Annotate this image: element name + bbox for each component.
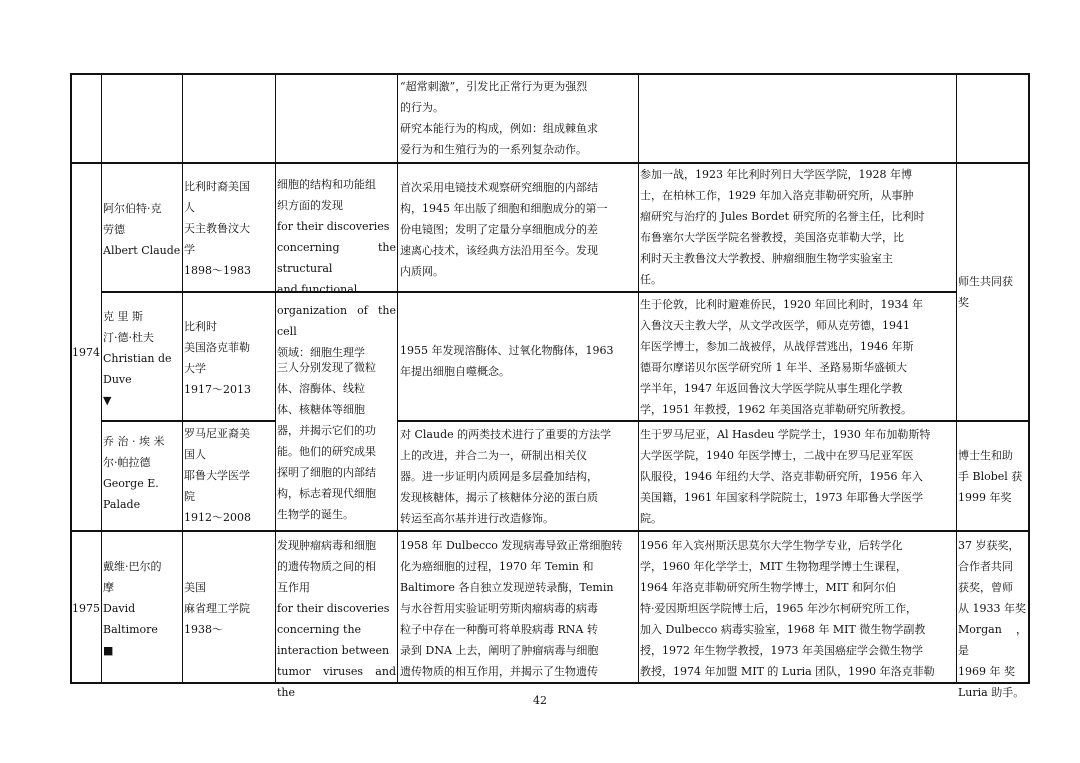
shared-contribution-cell: 三人分别发现了微粒 体、溶酶体、线粒 体、核糖体等细胞 器，并揭示它们的功 能。他们的研究成果 探明了细胞的内部结 构，标志着现代细胞 生物学的诞生。: [277, 361, 376, 521]
row-divider: [101, 291, 956, 293]
biography-cell: 生于罗马尼亚，Al Hasdeu 学院学士，1930 年布加勒斯特 大学医学院，1940 年医学博士，二战中在罗马尼亚军医 队服役，1946 年纽约大学、洛克菲勒研究所，1956 年入 美国籍，1961 年国家科学院院士，1973 年耶鲁大学医学 院。: [640, 428, 931, 525]
remark-cell: 37 岁获奖， 合作者共同 获奖，曾师 从 1933 年奖 Morgan ， 是 1969 年 奖 Luria 助手。: [958, 539, 1027, 699]
row-divider: [101, 420, 276, 422]
column-divider: [101, 73, 102, 684]
year-cell: 1975: [72, 602, 100, 615]
page-number: 42: [533, 694, 547, 707]
laureate-name-cell: 戴维·巴尔的 摩 David Baltimore ■: [103, 560, 162, 657]
remark-cell: 博士生和助 手 Blobel 获 1999 年奖: [958, 449, 1023, 504]
table-left-border: [70, 73, 72, 684]
biography-cell: 生于伦敦，比利时避难侨民，1920 年回比利时，1934 年 入鲁汶天主教大学，从文学改医学，师从克劳德，1941 年医学博士，参加二战被俘，从战俘营逃出，1946 年斯 德哥尔摩诺贝尔医学研究所 1 年半、圣路易斯华盛顿大 学半年，1947 年返回鲁汶大学医学院从事生理化学教 学，1951 年教授，1962 年美国洛克菲勒研究所教授。: [640, 298, 923, 416]
column-divider: [275, 73, 276, 684]
laureate-name-cell: 乔 治 · 埃 米 尔·帕拉德 George E. Palade: [103, 435, 165, 511]
column-divider: [956, 73, 957, 684]
affiliation-cell: 比利时 美国洛克菲勒 大学 1917～2013: [184, 320, 251, 396]
table-right-border: [1028, 73, 1030, 684]
row-divider: [397, 420, 1030, 422]
column-divider: [638, 73, 639, 684]
affiliation-cell: 比利时裔美国 人 天主教鲁汶大 学 1898～1983: [184, 180, 251, 277]
affiliation-cell: 美国 麻省理工学院 1938～: [184, 581, 250, 636]
remark-cell: 师生共同获 奖: [958, 275, 1013, 309]
table-bottom-border: [70, 682, 1030, 684]
affiliation-cell: 罗马尼亚裔美 国人 耶鲁大学医学 院 1912～2008: [184, 427, 251, 524]
table-top-border: [70, 73, 1030, 75]
column-divider: [182, 73, 183, 684]
topic-cell: 细胞的结构和功能组 织方面的发现 for their discoveries concerning the structural and functional organization of the cell 领域：细胞生理学: [277, 178, 396, 359]
year-cell: 1974: [72, 346, 100, 359]
biography-cell: 参加一战，1923 年比利时列日大学医学院，1928 年博 士，在柏林工作，1929 年加入洛克菲勒研究所，从事肿 瘤研究与治疗的 Jules Bordet 研究所的名誉主任，比利时 布鲁塞尔大学医学院名誉教授，美国洛克菲勒大学，比 利时天主教鲁汶大学教授、肿瘤细胞生物学实验室主 任。: [640, 168, 925, 286]
research-cell: 首次采用电镜技术观察研究细胞的内部结 构，1945 年出版了细胞和细胞成分的第一 份电镜图；发明了定量分享细胞成分的差 速离心技术，该经典方法沿用至今。发现 内质网。: [400, 181, 608, 278]
biography-cell: 1956 年入宾州斯沃思莫尔大学生物学专业，后转学化 学，1960 年化学学士，MIT 生物物理学博士生课程， 1964 年洛克菲勒研究所生物学博士，MIT 和阿尔伯 特·爱因斯坦医学院博士后，1965 年沙尔柯研究所工作， 加入 Dulbecco 病毒实验室，1968 年 MIT 微生物学副教 授，1972 年生物学教授，1973 年美国癌症学会微生物学 教授，1974 年加盟 MIT 的 Luria 团队，1990 年洛克菲勒: [640, 539, 935, 678]
laureate-name-cell: 阿尔伯特·克 劳德 Albert Claude: [103, 202, 181, 257]
research-cell: 1958 年 Dulbecco 发现病毒导致正常细胞转 化为癌细胞的过程，1970 年 Temin 和 Baltimore 各自独立发现逆转录酶，Temin 与水谷哲用实验证明劳斯肉瘤病毒的病毒 粒子中存在一种酶可将单股病毒 RNA 转 录到 DNA 上去，阐明了肿瘤病毒与细胞 遗传物质的相互作用，并揭示了生物遗传: [400, 539, 623, 678]
research-cell: “超常刺激”，引发比正常行为更为强烈 的行为。 研究本能行为的构成，例如：组成棘鱼求 爱行为和生殖行为的一系列复杂动作。: [400, 80, 598, 156]
row-divider: [70, 530, 1030, 532]
laureate-name-cell: 克 里 斯 汀·德·杜夫 Christian de Duve ▼: [103, 310, 172, 407]
topic-cell: 发现肿瘤病毒和细胞 的遗传物质之间的相 互作用 for their discoveries concerning the interaction between tumor viruses and the: [277, 539, 396, 699]
column-divider: [397, 73, 398, 684]
research-cell: 对 Claude 的两类技术进行了重要的方法学 上的改进，并合二为一，研制出相关仪 器。进一步证明内质网是多层叠加结构， 发现核糖体，揭示了核糖体分泌的蛋白质 转运至高尔基并进行改造修饰。: [400, 428, 612, 525]
research-cell: 1955 年发现溶酶体、过氧化物酶体，1963 年提出细胞自噬概念。: [400, 344, 614, 378]
